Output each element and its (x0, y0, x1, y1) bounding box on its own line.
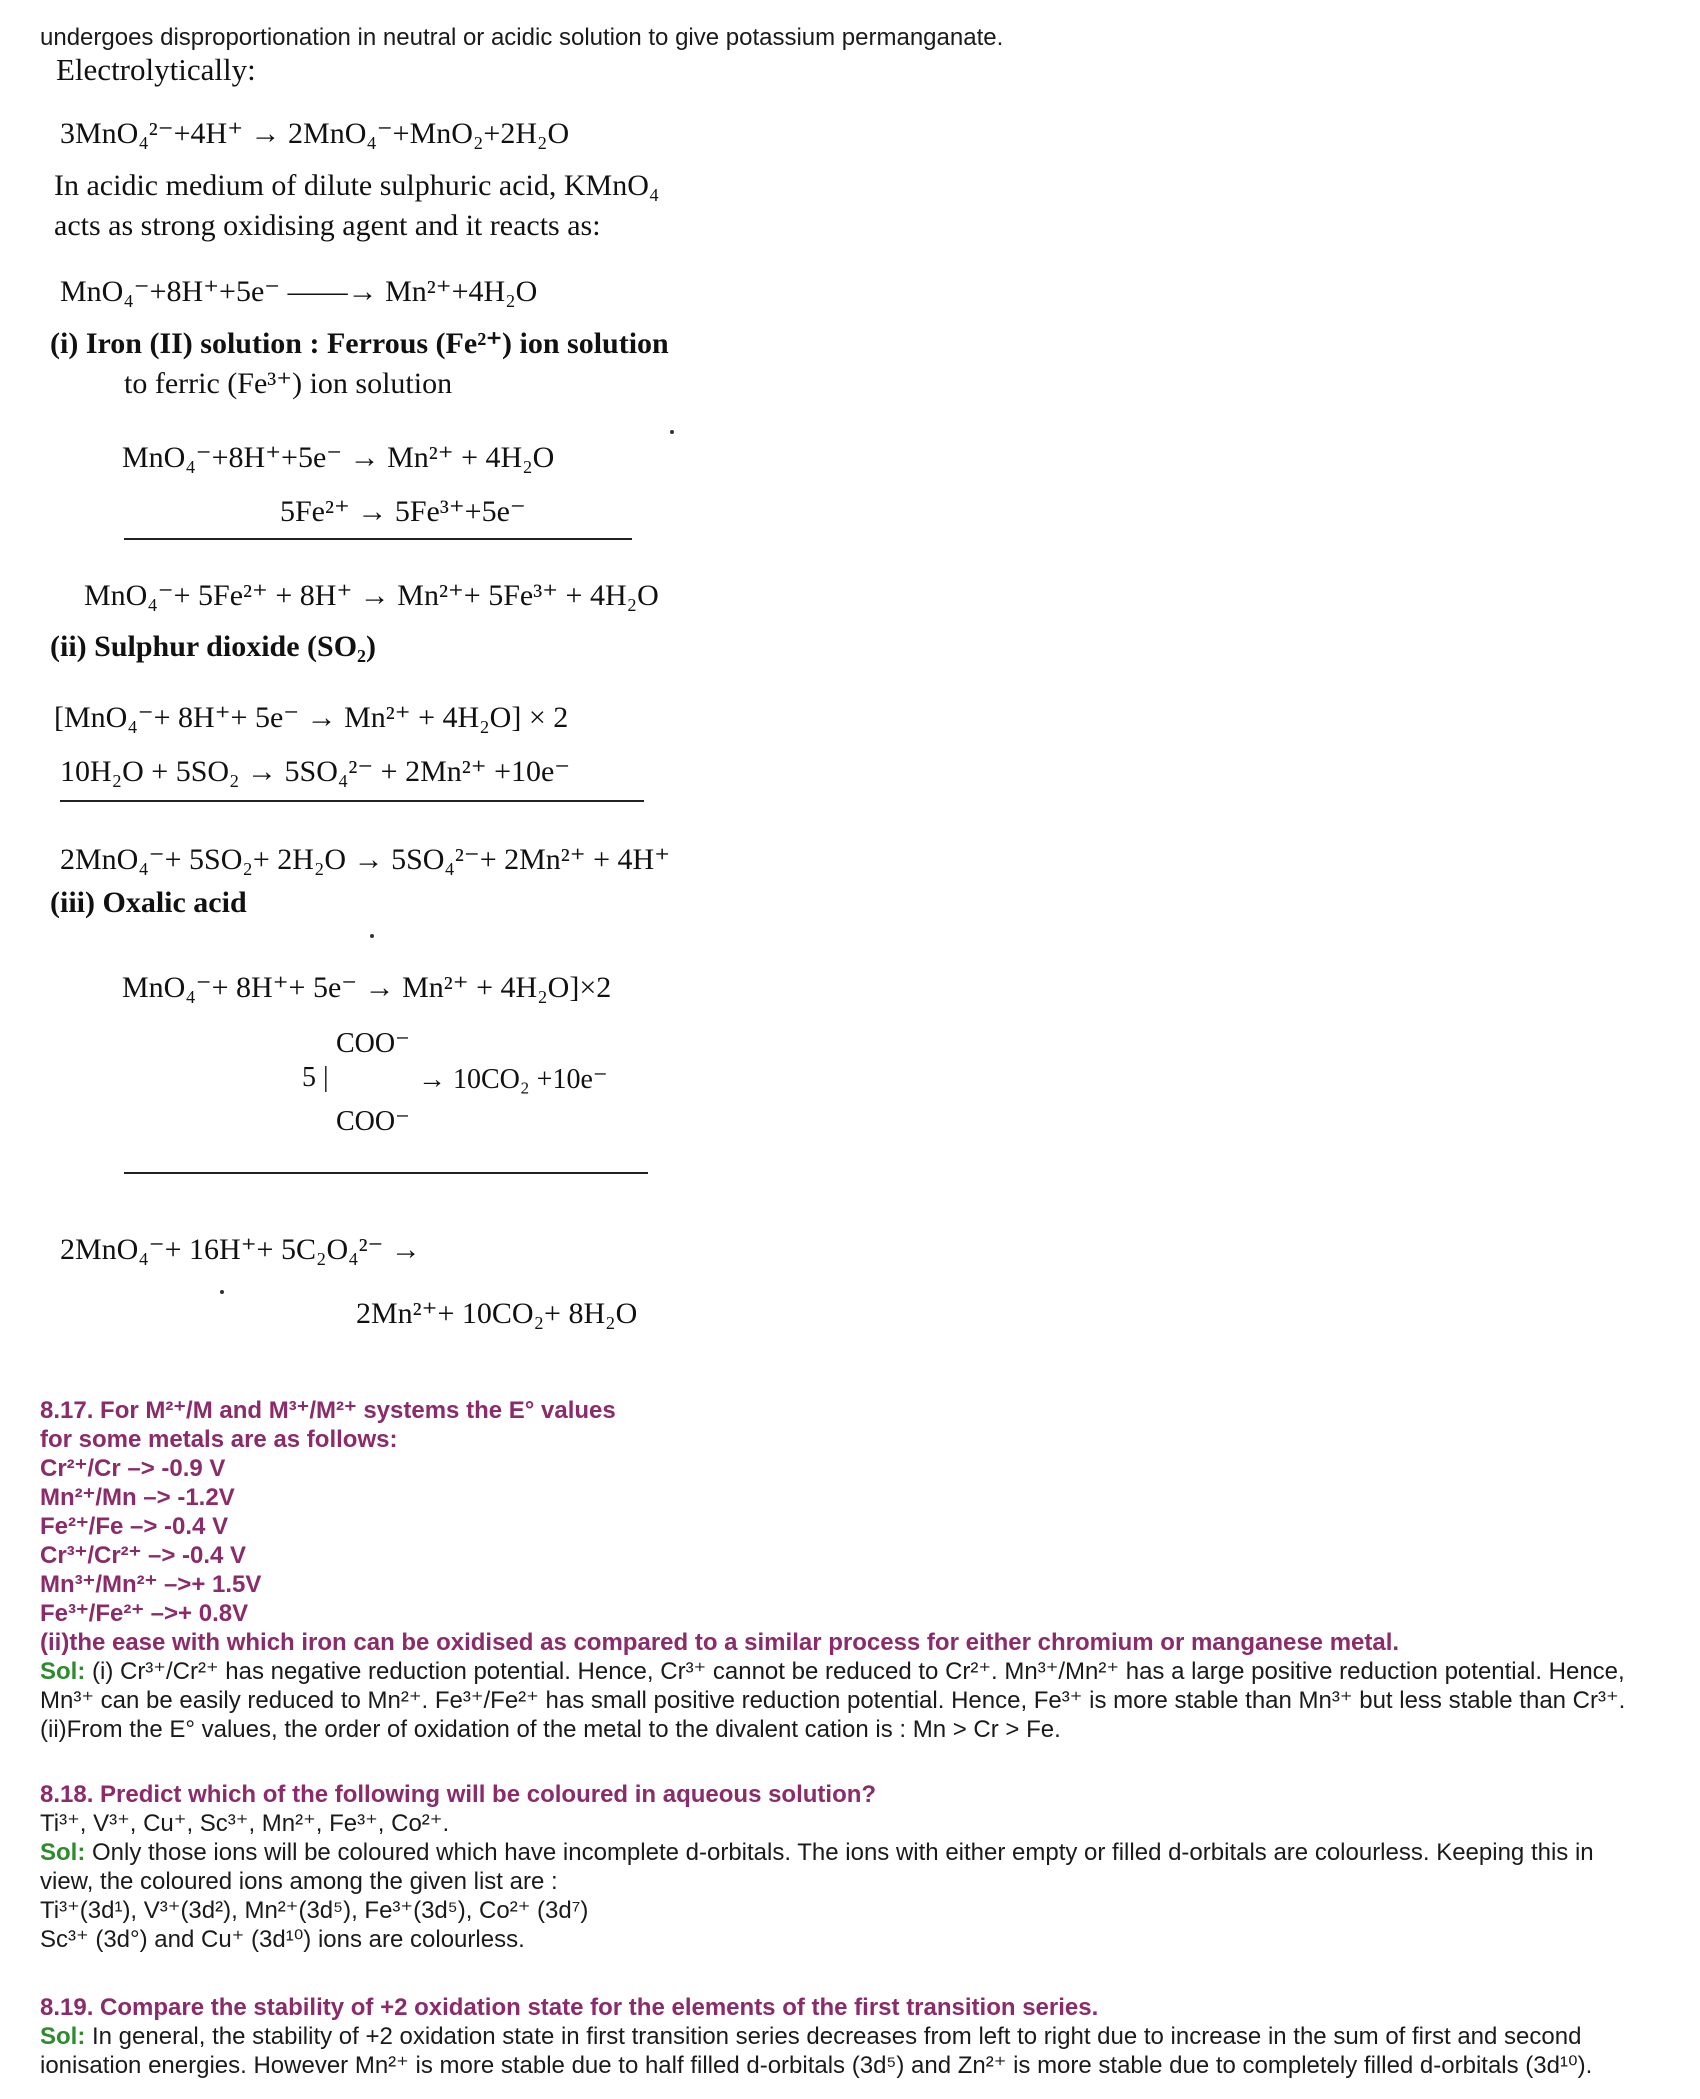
question-title: 8.18. Predict which of the following will be coloured in aqueous solution? (40, 1781, 877, 1808)
equation-iron-half-2: 5Fe²⁺ → 5Fe³⁺+5e⁻ (280, 495, 526, 528)
equation-so2-overall: 2MnO₄⁻+ 5SO₂+ 2H₂O → 5SO₄²⁻+ 2Mn²⁺ + 4H⁺ (60, 843, 671, 876)
solution-text: Only those ions will be coloured which have incomplete d-orbitals. The ions with either empty or filled d-orbitals are colourless. Keeping this in (85, 1839, 1594, 1866)
solution-text: Mn³⁺ can be easily reduced to Mn²⁺. Fe³⁺/Fe²⁺ has small positive reduction potential. Hence, Fe³⁺ is more stable than Mn³⁺ but less stable than Cr³⁺. (40, 1687, 1626, 1714)
oxalate-top: COO⁻ (336, 1028, 410, 1059)
question-part-ii: (ii)the ease with which iron can be oxidised as compared to a similar process for either chromium or manganese metal. (40, 1629, 1400, 1656)
item-iron-heading: (i) Iron (II) solution : Ferrous (Fe²⁺) ion solution (50, 327, 669, 360)
sum-rule (124, 538, 632, 540)
scan-speck (370, 934, 374, 938)
potential-value: Fe²⁺/Fe –> -0.4 V (40, 1513, 229, 1540)
solution-label: Sol: (40, 1839, 86, 1866)
scan-speck (220, 1290, 224, 1294)
ion-list: Ti³⁺, V³⁺, Cu⁺, Sc³⁺, Mn²⁺, Fe³⁺, Co²⁺. (40, 1810, 450, 1837)
oxalate-products: → 10CO₂ +10e⁻ (418, 1064, 608, 1095)
equation-oxalic-half-1: MnO₄⁻+ 8H⁺+ 5e⁻ → Mn²⁺ + 4H₂O]×2 (122, 971, 612, 1004)
equation-iron-half-1: MnO₄⁻+8H⁺+5e⁻ → Mn²⁺ + 4H₂O (122, 441, 555, 474)
paragraph-line: In acidic medium of dilute sulphuric acid, KMnO₄ (54, 169, 660, 202)
solution-line (40, 1838, 1670, 1867)
item-iron-continuation: to ferric (Fe³⁺) ion solution (124, 367, 453, 400)
sum-rule (60, 800, 644, 802)
intro-text: undergoes disproportionation in neutral or acidic solution to give potassium permanganate. (40, 24, 1004, 51)
electrolytic-heading: Electrolytically: (56, 52, 256, 87)
solution-line (40, 1657, 1670, 1686)
potential-value: Cr³⁺/Cr²⁺ –> -0.4 V (40, 1542, 247, 1569)
acidic-medium-paragraph (54, 166, 754, 246)
equation-iron-overall: MnO₄⁻+ 5Fe²⁺ + 8H⁺ → Mn²⁺+ 5Fe³⁺ + 4H₂O (84, 579, 659, 612)
potential-value: Mn³⁺/Mn²⁺ –>+ 1.5V (40, 1571, 262, 1598)
question-8-18 (40, 1780, 1670, 1954)
oxalate-bottom: COO⁻ (336, 1106, 410, 1137)
scanned-equations-image (40, 52, 740, 1352)
question-title: for some metals are as follows: (40, 1426, 398, 1453)
item-oxalic-acid-heading: (iii) Oxalic acid (50, 886, 247, 919)
solution-text: Sc³⁺ (3d°) and Cu⁺ (3d¹⁰) ions are colourless. (40, 1926, 525, 1953)
equation-oxalic-overall-lhs: 2MnO₄⁻+ 16H⁺+ 5C₂O₄²⁻ → (60, 1233, 421, 1266)
solution-text: Ti³⁺(3d¹), V³⁺(3d²), Mn²⁺(3d⁵), Fe³⁺(3d⁵), Co²⁺ (3d⁷) (40, 1897, 589, 1924)
equation-disproportionation: 3MnO₄²⁻+4H⁺ → 2MnO₄⁻+MnO₂+2H₂O (60, 117, 570, 150)
question-8-19 (40, 1993, 1670, 2080)
solution-text: view, the coloured ions among the given list are : (40, 1868, 558, 1895)
oxalate-coefficient: 5 | (302, 1062, 329, 1093)
equation-oxalic-overall-rhs: 2Mn²⁺+ 10CO₂+ 8H₂O (356, 1297, 638, 1330)
question-title: 8.17. For M²⁺/M and M³⁺/M²⁺ systems the E° values (40, 1397, 616, 1424)
paragraph-line: acts as strong oxidising agent and it reacts as: (54, 209, 601, 242)
item-sulphur-dioxide-heading: (ii) Sulphur dioxide (SO₂) (50, 630, 377, 663)
solution-label: Sol: (40, 1658, 86, 1685)
equation-so2-half-1: [MnO₄⁻+ 8H⁺+ 5e⁻ → Mn²⁺ + 4H₂O] × 2 (54, 701, 569, 734)
sum-rule (124, 1172, 648, 1174)
solution-text: In general, the stability of +2 oxidation state in first transition series decreases from left to right due to increase in the sum of first and second (85, 2023, 1582, 2050)
solution-text: (i) Cr³⁺/Cr²⁺ has negative reduction potential. Hence, Cr³⁺ cannot be reduced to Cr²⁺. Mn³⁺/Mn²⁺ has a large positive reduction potential. Hence, (85, 1658, 1625, 1685)
potential-value: Fe³⁺/Fe²⁺ –>+ 0.8V (40, 1600, 249, 1627)
question-8-17 (40, 1396, 1670, 1744)
question-title: 8.19. Compare the stability of +2 oxidation state for the elements of the first transition series. (40, 1994, 1099, 2021)
solution-text: ionisation energies. However Mn²⁺ is more stable due to half filled d-orbitals (3d⁵) and Zn²⁺ is more stable due to completely filled d-orbitals (3d¹⁰). (40, 2052, 1593, 2079)
scan-speck (670, 430, 674, 434)
solution-line (40, 2022, 1670, 2051)
solution-text: (ii)From the E° values, the order of oxidation of the metal to the divalent cation is : Mn > Cr > Fe. (40, 1716, 1061, 1743)
potential-value: Mn²⁺/Mn –> -1.2V (40, 1484, 235, 1511)
potential-value: Cr²⁺/Cr –> -0.9 V (40, 1455, 226, 1482)
equation-permanganate-reduction: MnO₄⁻+8H⁺+5e⁻ ——→ Mn²⁺+4H₂O (60, 275, 538, 308)
equation-so2-half-2: 10H₂O + 5SO₂ → 5SO₄²⁻ + 2Mn²⁺ +10e⁻ (60, 755, 571, 788)
solution-label: Sol: (40, 2023, 86, 2050)
